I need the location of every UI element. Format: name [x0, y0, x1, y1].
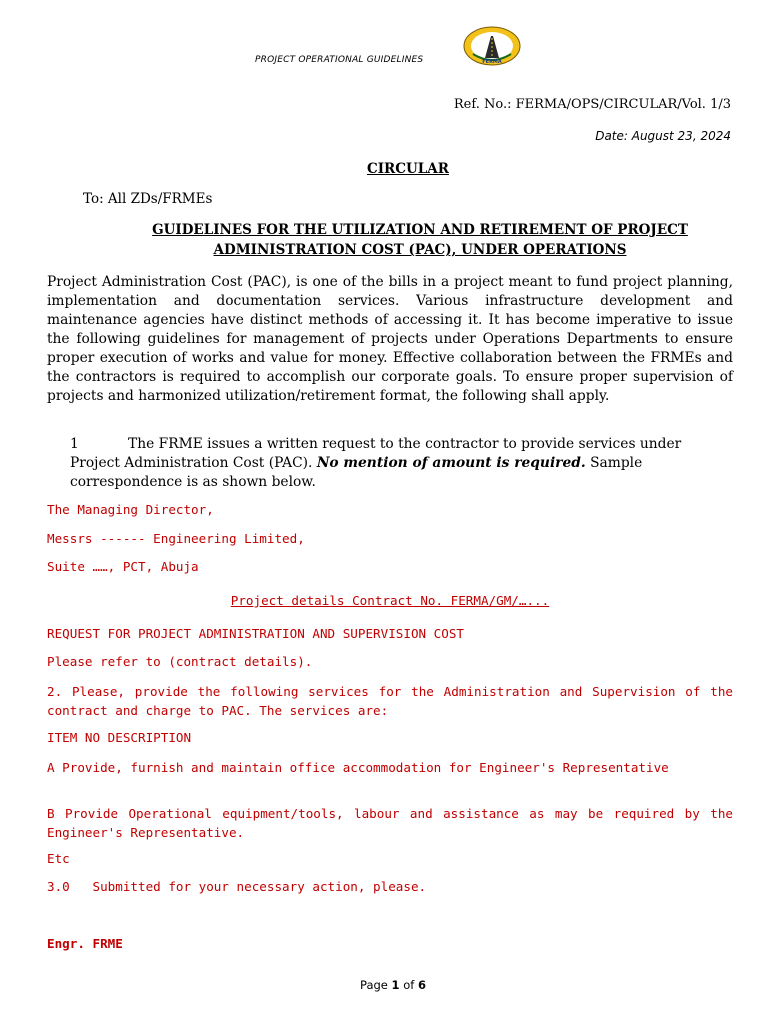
letter-etc: Etc — [47, 851, 70, 866]
letter-item-header: ITEM NO DESCRIPTION — [47, 730, 192, 745]
item-text-after: Sample correspondence is as shown below. — [70, 455, 643, 490]
page-total: 6 — [417, 978, 426, 992]
title-line-1: GUIDELINES FOR THE UTILIZATION AND RETIREMENT OF PROJECT — [152, 222, 688, 238]
svg-text:FERMA: FERMA — [482, 59, 502, 65]
circular-date: Date: August 23, 2024 — [595, 129, 731, 143]
title-line-2: ADMINISTRATION COST (PAC), UNDER OPERATIONS — [213, 242, 627, 258]
letter-project-details: Project details Contract No. FERMA/GM/…... — [230, 593, 550, 608]
circular-heading: CIRCULAR — [367, 161, 449, 177]
letter-paragraph-2: 2. Please, provide the following services for the Administration and Supervision of the contract and charge to PAC. The services are: — [47, 684, 733, 718]
letter-signature: Engr. FRME — [47, 936, 123, 951]
page-current: 1 — [391, 978, 400, 992]
item-emphasis: No mention of amount is required. — [316, 455, 586, 471]
item-number: 1 — [70, 436, 79, 452]
page-footer — [0, 978, 768, 992]
page-label: Page — [360, 978, 388, 992]
letter-item-a: A Provide, furnish and maintain office accommodation for Engineer's Representative — [47, 760, 669, 775]
recipient-line: To: All ZDs/FRMEs — [83, 191, 213, 207]
document-title — [120, 220, 720, 260]
letter-addressee: The Managing Director, — [47, 502, 214, 517]
running-header: PROJECT OPERATIONAL GUIDELINES — [255, 55, 424, 65]
intro-paragraph: Project Administration Cost (PAC), is one of the bills in a project meant to fund project planning, implementation and documentation services. Various infrastructure development and maintenance agencies have distinct methods of accessing it. It has become imperative to issue the following guidelines for management of projects under Operations Departments to ensure proper execution of works and value for money. Effective collaboration between the FRMEs and the contractors is required to accomplish our corporate goals. To ensure proper supervision of projects and harmonized utilization/retirement format, the following shall apply. — [47, 274, 733, 404]
guideline-item-1 — [70, 435, 733, 492]
letter-subject: REQUEST FOR PROJECT ADMINISTRATION AND SUPERVISION COST — [47, 626, 465, 641]
letter-paragraph-3: 3.0 Submitted for your necessary action, please. — [47, 879, 427, 894]
letter-address: Suite ……, PCT, Abuja — [47, 559, 199, 574]
item-text: The FRME issues a written request to the contractor to provide services under Project Administration Cost (PAC). — [70, 436, 682, 471]
letter-item-b: B Provide Operational equipment/tools, labour and assistance as may be required by the Engineer's Representative. — [47, 806, 733, 840]
letter-company: Messrs ------ Engineering Limited, — [47, 531, 305, 546]
reference-number: Ref. No.: FERMA/OPS/CIRCULAR/Vol. 1/3 — [453, 97, 731, 112]
of-label: of — [403, 978, 415, 992]
ferma-logo-icon — [463, 26, 521, 66]
letter-refer: Please refer to (contract details). — [47, 654, 313, 669]
